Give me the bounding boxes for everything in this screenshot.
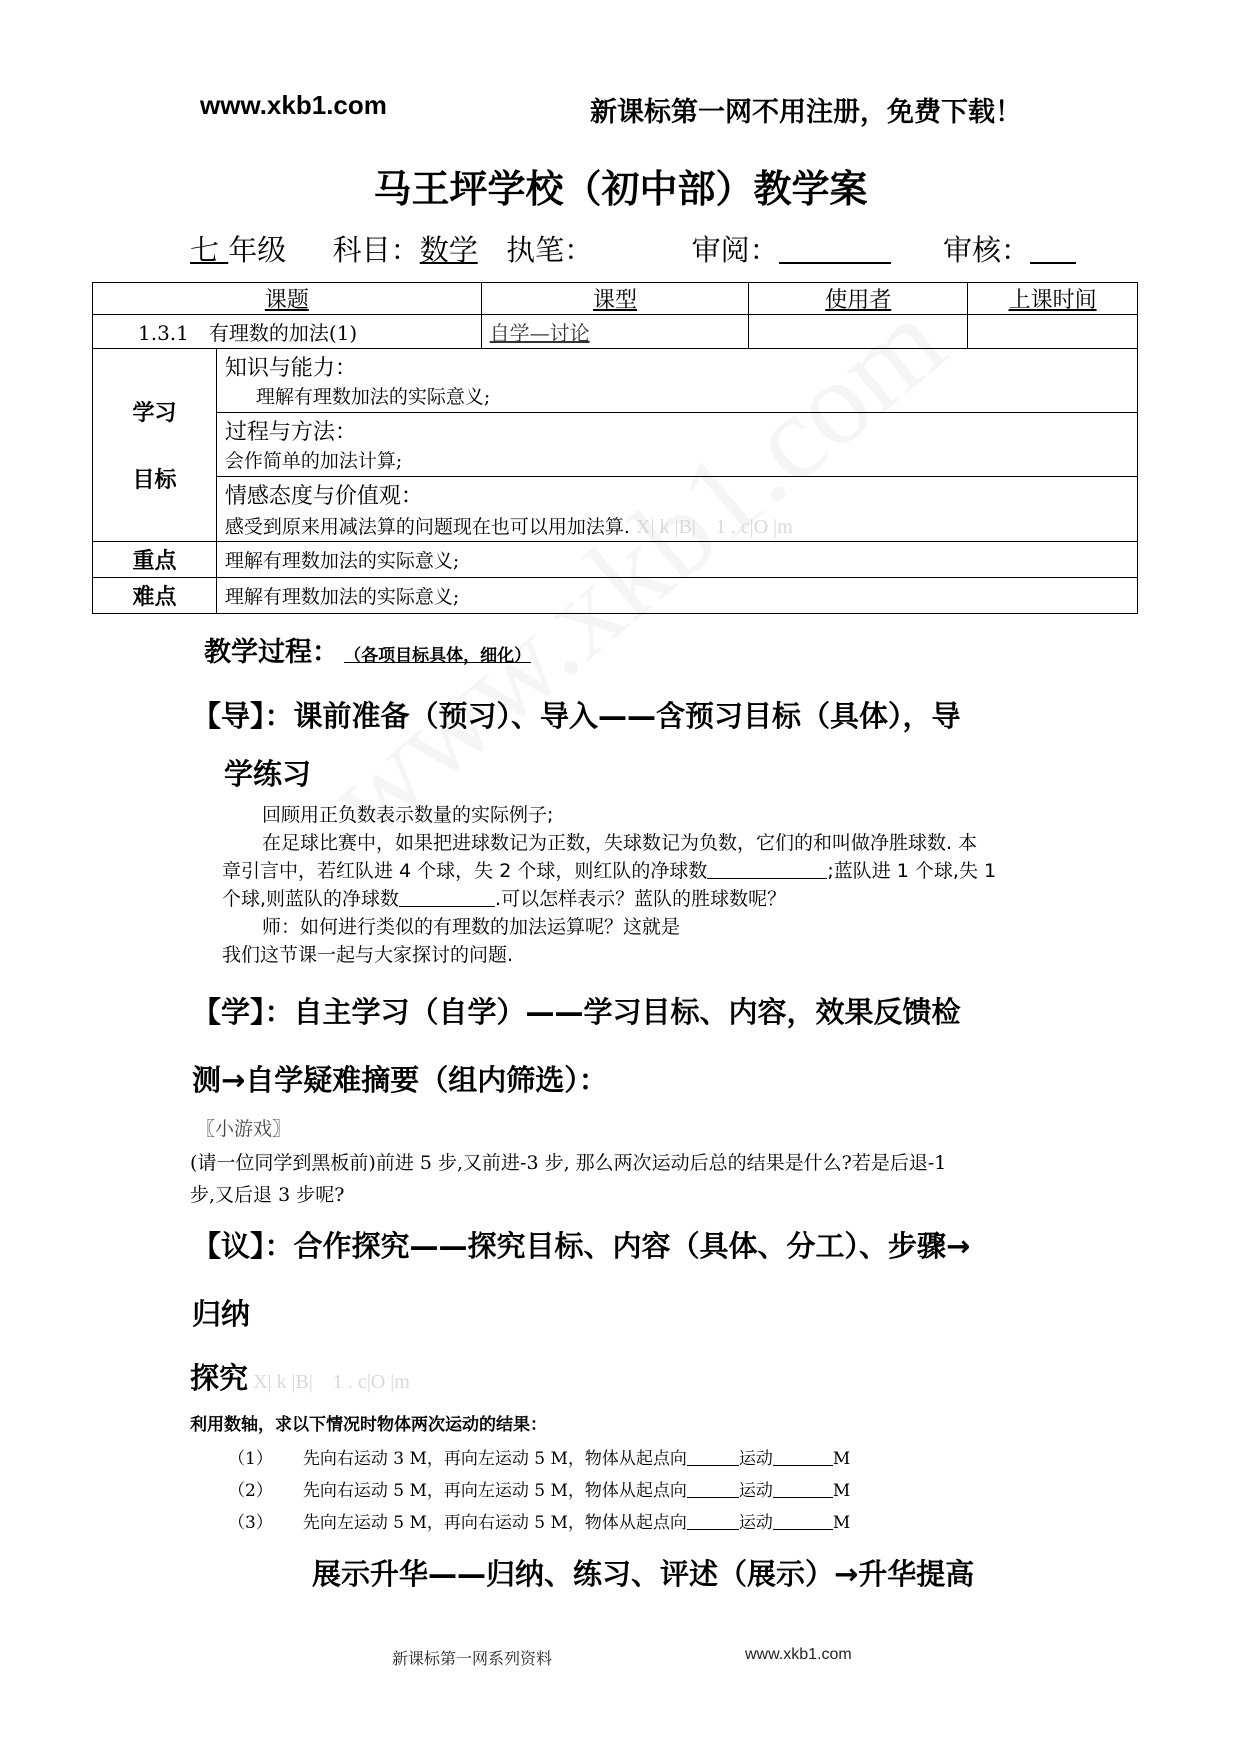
subject-value: 数学 (419, 233, 478, 267)
goal-cell (216, 413, 1137, 477)
item-unit: M (832, 1449, 851, 1469)
process-heading (204, 630, 531, 669)
dao-heading-line2: 学练习 (224, 757, 312, 791)
goal-title: 知识与能力： (224, 356, 357, 381)
subtitle-line (190, 228, 1076, 269)
goal-body: 理解有理数加法的实际意义; (236, 386, 491, 408)
footer-right-url[interactable]: www.xkb1.com (745, 1646, 852, 1663)
goal-body-line (225, 510, 1129, 539)
dao-paragraph-2a: 在足球比赛中，如果把进球数记为正数，失球数记为负数，它们的和叫做净胜球数. 本 (262, 832, 978, 854)
faint-watermark-text: X| k |B| 1 . c|O |m (636, 516, 793, 538)
grade-value: 七 (190, 233, 229, 267)
goal-cell (216, 349, 1137, 413)
author-label: 执笔： (506, 233, 594, 267)
user-cell (749, 315, 968, 349)
xue-heading-line2: 测→自学疑难摘要（组内筛选）： (192, 1063, 608, 1097)
topic-cell: 1.3.1 有理数的加法(1) (93, 315, 482, 349)
subject-label: 科目： (332, 233, 420, 267)
item-unit: M (832, 1513, 851, 1533)
game-text-2: 步,又后退 3 步呢? (190, 1184, 345, 1206)
answer-blank[interactable] (687, 1481, 739, 1498)
game-text-1: (请一位同学到黑板前)前进 5 步,又前进-3 步, 那么两次运动后总的结果是什么?若是后退-1 (190, 1152, 947, 1174)
goal-title: 情感态度与价值观： (224, 484, 423, 509)
yi-heading-line2: 归纳 (192, 1297, 251, 1331)
dao-heading-line1: 【导】：课前准备（预习）、导入——含预习目标（具体），导 (192, 699, 961, 733)
yi-heading-line1: 【议】：合作探究——探究目标、内容（具体、分工）、步骤→ (192, 1229, 971, 1263)
item-number: （1） (228, 1449, 273, 1469)
explore-heading (190, 1356, 410, 1397)
goal-body: 会作简单的加法计算; (224, 450, 403, 472)
key-point-label: 重点 (93, 542, 217, 578)
approve-blank (1030, 234, 1076, 264)
answer-blank[interactable] (707, 860, 827, 879)
table-row (93, 315, 1138, 349)
time-cell (968, 315, 1138, 349)
footer-left: 新课标第一网系列资料 (392, 1649, 553, 1668)
process-note: （各项目标具体，细化） (344, 646, 532, 666)
explore-item-3 (228, 1508, 850, 1533)
xue-heading-line1: 【学】：自主学习（自学）——学习目标、内容，效果反馈检 (192, 995, 961, 1029)
item-text: 先向右运动 3 M，再向左运动 5 M，物体从起点向 (302, 1449, 687, 1469)
item-mid: 运动 (738, 1449, 773, 1469)
dao-paragraph-3: 师：如何进行类似的有理数的加法运算呢？这就是 (262, 916, 681, 938)
review-label: 审阅： (691, 233, 779, 267)
goal-title: 过程与方法： (224, 420, 357, 445)
dao-text: ;蓝队进 1 个球,失 1 (827, 860, 997, 882)
goal-cell (216, 477, 1137, 542)
explore-item-2 (228, 1476, 850, 1501)
answer-blank[interactable] (773, 1513, 833, 1530)
answer-blank[interactable] (687, 1513, 739, 1530)
explore-title: 探究 (190, 1361, 249, 1395)
grade-label: 年级 (228, 233, 287, 267)
explore-item-1 (228, 1444, 850, 1469)
difficult-point-value: 理解有理数加法的实际意义; (216, 578, 1137, 614)
process-title: 教学过程： (204, 637, 339, 668)
item-text: 先向右运动 5 M，再向左运动 5 M，物体从起点向 (302, 1481, 687, 1501)
item-mid: 运动 (738, 1513, 773, 1533)
review-blank (779, 234, 891, 264)
header-time: 上课时间 (968, 283, 1138, 315)
goals-label-1: 学习 (132, 401, 177, 426)
item-text: 先向左运动 5 M，再向右运动 5 M，物体从起点向 (302, 1513, 687, 1533)
dao-paragraph-1: 回顾用正负数表示数量的实际例子; (262, 804, 554, 826)
key-point-value: 理解有理数加法的实际意义; (216, 542, 1137, 578)
show-heading: 展示升华——归纳、练习、评述（展示）→升华提高 (312, 1557, 975, 1591)
dao-paragraph-2b (222, 856, 996, 883)
faint-watermark-text: X| k |B| 1 . c|O |m (253, 1371, 410, 1393)
dao-text: 个球,则蓝队的净球数 (222, 888, 400, 910)
difficult-point-row (93, 578, 1138, 614)
goal-row-attitude (93, 477, 1138, 542)
dao-text: 章引言中，若红队进 4 个球，失 2 个球，则红队的净球数 (222, 860, 708, 882)
key-point-row (93, 542, 1138, 578)
explore-intro: 利用数轴，求以下情况时物体两次运动的结果： (190, 1415, 547, 1435)
item-number: （3） (228, 1513, 273, 1533)
item-number: （2） (228, 1481, 273, 1501)
item-unit: M (832, 1481, 851, 1501)
dao-text: .可以怎样表示？蓝队的胜球数呢？ (495, 888, 787, 910)
item-mid: 运动 (738, 1481, 773, 1501)
header-site-url[interactable]: www.xkb1.com (200, 90, 387, 120)
difficult-point-label: 难点 (93, 578, 217, 614)
header-slogan: 新课标第一网不用注册，免费下载！ (590, 97, 1022, 128)
page-title: 马王坪学校（初中部）教学案 (373, 167, 868, 211)
goal-row-process (93, 413, 1138, 477)
goals-label-2: 目标 (132, 468, 177, 493)
answer-blank[interactable] (773, 1449, 833, 1466)
header-user: 使用者 (749, 283, 968, 315)
goal-body: 感受到原来用减法算的问题现在也可以用加法算. (224, 516, 630, 538)
goals-label (93, 349, 217, 542)
answer-blank[interactable] (773, 1481, 833, 1498)
goal-row-knowledge (93, 349, 1138, 413)
approve-label: 审核： (943, 233, 1031, 267)
type-cell: 自学—讨论 (481, 315, 749, 349)
lesson-info-table (92, 282, 1138, 614)
answer-blank[interactable] (687, 1449, 739, 1466)
answer-blank[interactable] (399, 888, 495, 907)
table-header-row (93, 283, 1138, 315)
header-topic: 课题 (93, 283, 482, 315)
game-title: 〖小游戏〗 (196, 1118, 292, 1140)
header-type: 课型 (481, 283, 749, 315)
dao-paragraph-2c (222, 884, 786, 911)
dao-paragraph-4: 我们这节课一起与大家探讨的问题. (222, 944, 514, 966)
